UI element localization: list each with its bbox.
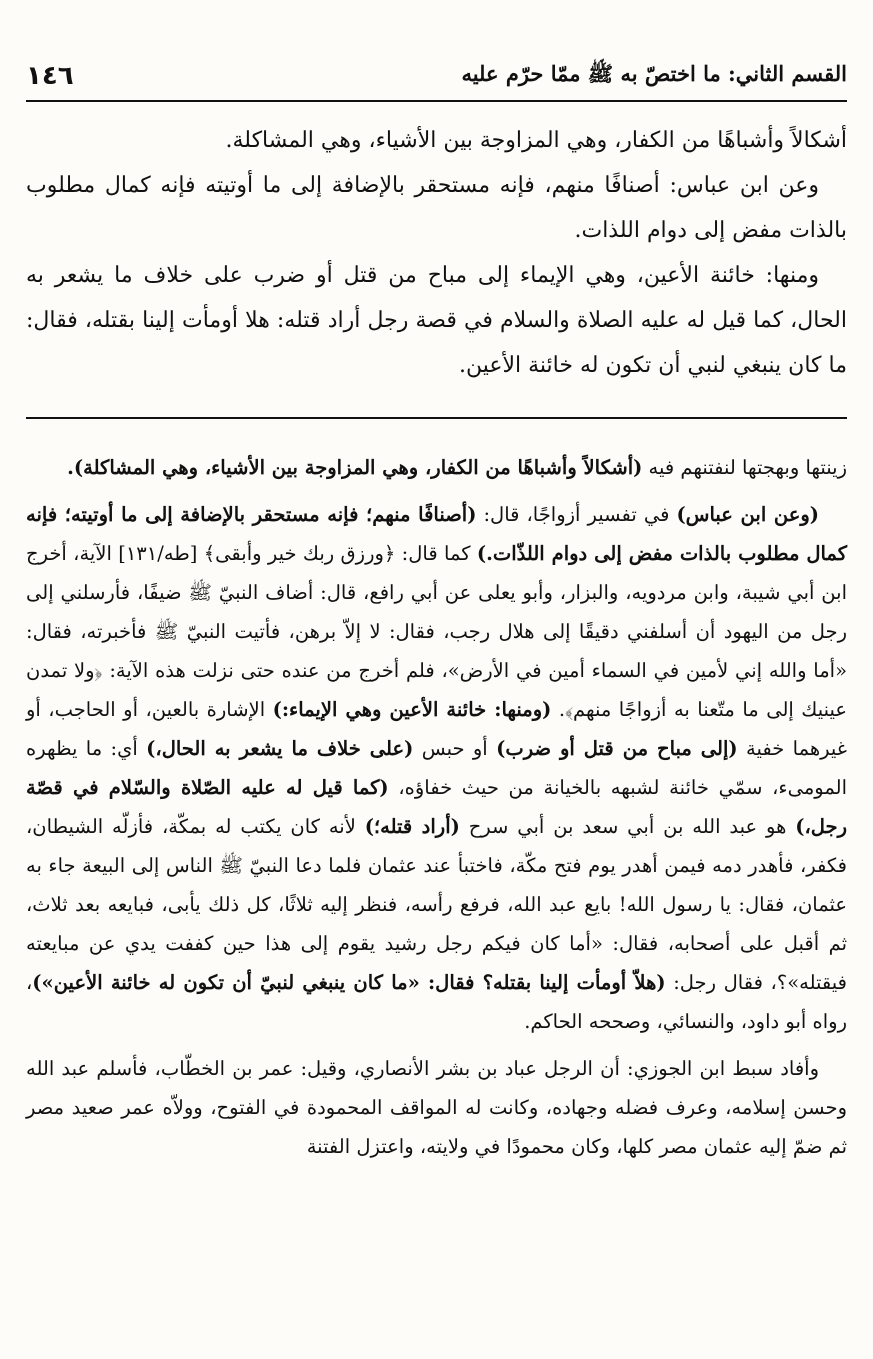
commentary-text: زينتها وبهجتها لنفتنهم فيه [642,456,847,479]
main-paragraph: أشكالاً وأشباهًا من الكفار، وهي المزاوجة بين الأشياء، وهي المشاكلة. [225,128,847,153]
commentary-paragraph: وأفاد سبط ابن الجوزي: أن الرجل عباد بن بشر الأنصاري، وقيل: عمر بن الخطّاب، فأسلم عبد الله وحسن إسلامه، وعرف فضله وجهاده، وكانت له المواقف المحمودة في الفتوح، وولاّه عمر صعيد مصر ثم ضمّ إليه عثمان مصر كلها، وكان محمودًا في ولايته، واعتزل الفتنة [26,1057,847,1158]
quoted-matn: (وعن ابن عباس) [676,503,819,526]
quoted-matn: (إلى مباح من قتل أو ضرب) [496,737,738,760]
quoted-matn: (ومنها: خائنة الأعين وهي الإيماء:) [272,698,552,721]
commentary-paragraph [26,495,847,1041]
commentary-text: لأنه كان يكتب له بمكّة، فأزلّه الشيطان، فكفر، فأهدر دمه فيمن أهدر يوم فتح مكّة، فاختبأ عند عثمان فلما دعا النبيّ ﷺ الناس إلى البيعة جاء به عثمان، فقال: يا رسول الله! بايع عبد الله، فرفع رأسه، فنظر إليه ثلاثًا، كل ذلك يأبى، فبايعه بعد ثلاث، ثم أقبل على أصحابه، فقال: «أما كان فيكم رجل رشيد يقوم إلى هذا حين كففت يدي عن مبايعته فيقتله»؟، فقال رجل: [26,815,847,994]
footnote-divider [26,417,847,419]
commentary-text: الإشارة بالعين، أو الحاجب، أو غيرهما خفية [26,698,848,760]
quoted-matn: (كما قيل له عليه الصّلاة والسّلام في قصّة رجل،) [26,776,847,838]
commentary-text: كما قال: ﴿ورزق ربك خير وأبقى﴾ [طه/١٣١] الآية، أخرج ابن أبي شيبة، وابن مردويه، والبزار، وأبو يعلى عن أبي رافع، قال: أضاف النبيّ ﷺ ضيفًا، فأرسلني إلى رجل من اليهود أن أسلفني دقيقًا إلى هلال رجب، فقال: لا إلاّ برهن، فأتيت النبيّ ﷺ فأخبرته، فقال: «أما والله إني لأمين في السماء أمين في الأرض»، فلم أخرج من عنده حتى نزلت هذه الآية: ﴿ولا تمدن عينيك إلى ما متّعنا به أزواجًا منهم﴾. [26,542,847,721]
main-paragraph: وعن ابن عباس: أصنافًا منهم، فإنه مستحقر بالإضافة إلى ما أوتيته فإنه كمال مطلوب بالذات مفض إلى دوام اللذات. [26,173,847,243]
commentary-paragraph [26,448,847,487]
commentary-text: أي: ما يظهره المومىء، سمّي خائنة لشبهه بالخيانة من حيث خفاؤه، [26,737,847,799]
running-title: القسم الثاني: ما اختصّ به ﷺ ممّا حرّم عليه [461,60,847,86]
quoted-matn: (أراد قتله؛) [364,815,460,838]
commentary-text: هو عبد الله بن أبي سعد بن أبي سرح [459,815,796,838]
commentary [26,448,847,1166]
quoted-matn: (أصنافًا منهم؛ فإنه مستحقر بالإضافة إلى ما أوتيته؛ فإنه كمال مطلوب بالذات مفض إلى دوام اللذّات.) [26,503,847,565]
commentary-text: ، رواه أبو داود، والنسائي، وصححه الحاكم. [26,971,847,1033]
quoted-matn: (هلاّ أومأت إلينا بقتله؟ فقال: «ما كان ينبغي لنبيّ أن تكون له خائنة الأعين») [32,971,666,994]
commentary-text: أو حبس [413,737,497,760]
main-paragraph: ومنها: خائنة الأعين، وهي الإيماء إلى مباح من قتل أو ضرب على خلاف ما يشعر به الحال، كما قيل له عليه الصلاة والسلام في قصة رجل أراد قتله: هلا أومأت إلينا بقتله، فقال: ما كان ينبغي لنبي أن تكون له خائنة الأعين. [26,263,847,378]
page-header [26,52,847,102]
page-number: ١٤٦ [26,61,74,91]
main-text [26,118,847,388]
quoted-matn: (أشكالاً وأشباهًا من الكفار، وهي المزاوجة بين الأشياء، وهي المشاكلة). [67,456,643,479]
commentary-text: في تفسير أزواجًا، قال: [476,503,677,526]
quoted-matn: (على خلاف ما يشعر به الحال،) [146,737,414,760]
